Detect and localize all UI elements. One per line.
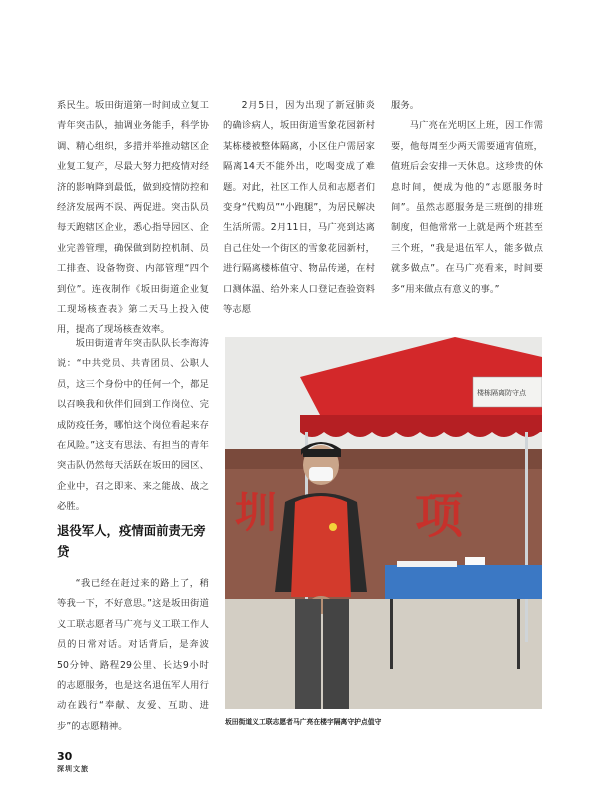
section-heading: 退役军人，疫情面前责无旁贷 [57,523,206,559]
article-column-1-top [57,96,209,341]
volunteer-photo [225,337,542,709]
article-column-1-middle [57,334,209,518]
page-number: 30 [57,750,73,763]
paragraph: “我已经在赶过来的路上了，稍等我一下，不好意思。”这是坂田街道义工联志愿者马广亮与义工联工作人员的日常对话。对话背后，是奔波50分钟、路程29公里、长达9小时的志愿服务，也是这名退伍军人用行动在践行“奉献、友爱、互助、进步”的志愿精神。 [57,578,209,732]
article-column-1-bottom [57,574,209,737]
photo-caption: 坂田街道义工联志愿者马广亮在楼宇隔离守护点值守 [225,718,382,726]
wall-text: 圳 [235,488,278,537]
paragraph: 服务。 [391,100,420,111]
magazine-brand: 深圳文旅 [57,765,89,773]
article-column-3 [391,96,543,300]
wall-text: 项 [415,488,464,544]
paragraph: 马广亮在光明区上班，因工作需要，他每周至少两天需要通宵值班，值班后会安排一天休息。这珍贵的休息时间，便成为他的“志愿服务时间”。虽然志愿服务是三班倒的排班制度，但他常常一上就是两个班甚至三个班，“我是退伍军人，能多做点就多做点”。在马广亮看来，时间要多“用来做点有意义的事。” [391,120,543,295]
tent-sign-text: 楼栋隔离防守点 [477,389,526,397]
paragraph: 2月5日，因为出现了新冠肺炎的确诊病人，坂田街道雪象花园新村某栋楼被整体隔离，小区住户需居家隔离14天不能外出，吃喝变成了难题。对此，社区工作人员和志愿者们变身“代购员”“小跑腿”，为居民解决生活所需。2月11日，马广亮到达离自己住处一个街区的雪象花园新村，进行隔离楼栋值守、物品传递，在村口测体温、给外来人口登记查验资料等志愿 [223,100,375,316]
paragraph: 系民生。坂田街道第一时间成立复工青年突击队，抽调业务能手，科学协调、精心组织，多措并举推动辖区企业复工复产，尽最大努力把疫情对经济的影响降到最低，做到疫情防控和经济发展两不误、两促进。突击队员每天跑辖区企业，悉心指导园区、企业完善管理，确保做到防控机制、员工排查、设备物资、内部管理“四个到位”。连夜制作《坂田街道企业复工现场核查表》第二天马上投入使用，提高了现场核查效率。 [57,100,209,336]
article-column-2 [223,96,375,320]
paragraph: 坂田街道青年突击队队长李海涛说：“中共党员、共青团员、公职人员，这三个身份中的任何一个，都足以召唤我和伙伴们回到工作岗位、完成防疫任务，哪怕这个岗位看起来存在风险。”这支有思法、有担当的青年突击队仍然每天活跃在坂田的园区、企业中，召之即来、来之能战、战之必胜。 [57,338,209,513]
